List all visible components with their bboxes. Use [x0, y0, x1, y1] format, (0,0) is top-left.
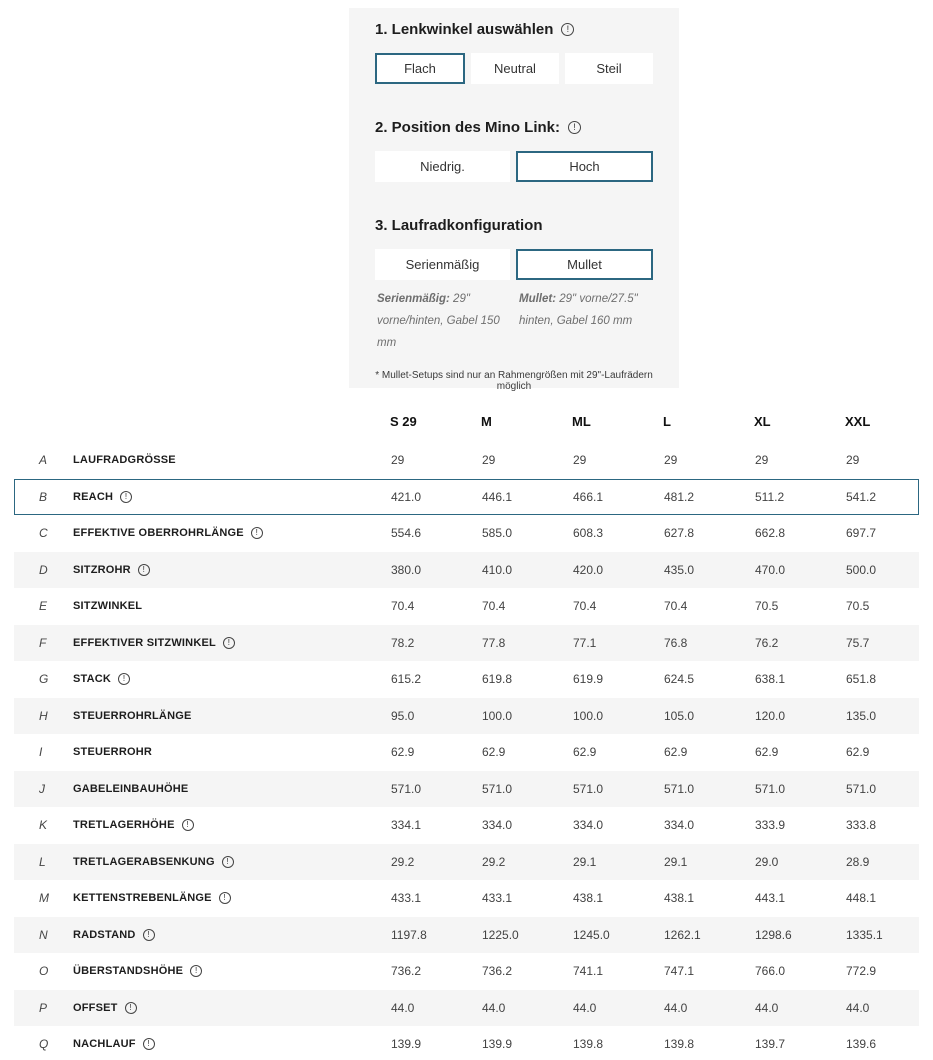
row-label-cell — [73, 965, 391, 977]
button-group — [375, 53, 653, 84]
value-cell: 28.9 — [846, 854, 870, 869]
column-header: S 29 — [390, 413, 417, 429]
description-lead: Mullet: — [519, 293, 557, 305]
row-letter: L — [39, 854, 46, 869]
geometry-table — [0, 400, 933, 1060]
value-cell: 410.0 — [482, 562, 513, 577]
row-label: ÜBERSTANDSHÖHE — [73, 965, 184, 978]
value-cell: 420.0 — [573, 562, 604, 577]
value-cell: 95.0 — [391, 708, 415, 723]
row-label: NACHLAUF — [73, 1038, 136, 1051]
config-section — [375, 216, 653, 354]
value-cell: 75.7 — [846, 635, 870, 650]
section-title-text: 2. Position des Mino Link: — [375, 118, 561, 136]
row-label: OFFSET — [73, 1001, 118, 1014]
value-cell: 333.8 — [846, 818, 877, 833]
row-letter: D — [39, 562, 48, 577]
value-cell: 100.0 — [573, 708, 604, 723]
row-letter: P — [39, 1000, 48, 1015]
info-icon[interactable]: ! — [561, 23, 574, 36]
column-header: XXL — [845, 413, 871, 429]
value-cell: 481.2 — [664, 489, 695, 504]
option-button[interactable]: Niedrig. — [375, 151, 510, 182]
value-cell: 29 — [664, 453, 678, 468]
table-row[interactable] — [14, 1026, 919, 1060]
value-cell: 571.0 — [573, 781, 604, 796]
column-header: ML — [572, 413, 591, 429]
value-cell: 571.0 — [391, 781, 422, 796]
value-cell: 70.4 — [482, 599, 506, 614]
option-description: Serienmäßig: 29" vorne/hinten, Gabel 150 mm — [377, 293, 500, 349]
row-letter: M — [39, 891, 49, 906]
value-cell: 70.4 — [664, 599, 688, 614]
config-panel — [349, 8, 679, 392]
value-cell: 29 — [573, 453, 587, 468]
value-cell: 1298.6 — [755, 927, 792, 942]
table-row[interactable] — [14, 917, 919, 954]
value-cell: 29.1 — [664, 854, 688, 869]
value-cell: 29 — [482, 453, 496, 468]
value-cell: 76.8 — [664, 635, 688, 650]
value-cell: 334.0 — [664, 818, 695, 833]
value-cell: 443.1 — [755, 891, 786, 906]
row-label-cell — [73, 1038, 391, 1050]
table-row[interactable] — [14, 807, 919, 844]
value-cell: 624.5 — [664, 672, 695, 687]
table-row[interactable] — [14, 844, 919, 881]
row-label-cell — [73, 819, 391, 831]
value-cell: 76.2 — [755, 635, 779, 650]
row-label-cell — [73, 746, 391, 758]
info-icon[interactable]: ! — [125, 1002, 137, 1014]
row-label-cell — [73, 527, 391, 539]
value-cell: 29 — [846, 453, 860, 468]
row-label: SITZROHR — [73, 563, 131, 576]
info-icon[interactable]: ! — [118, 673, 130, 685]
value-cell: 139.7 — [755, 1037, 786, 1052]
value-cell: 638.1 — [755, 672, 786, 687]
value-cell: 1245.0 — [573, 927, 610, 942]
row-label: STEUERROHRLÄNGE — [73, 709, 192, 722]
row-label: REACH — [73, 490, 114, 503]
value-cell: 662.8 — [755, 526, 786, 541]
row-label-cell — [73, 600, 391, 612]
value-cell: 135.0 — [846, 708, 877, 723]
table-row[interactable] — [14, 442, 919, 479]
value-cell: 433.1 — [391, 891, 422, 906]
table-row[interactable] — [14, 479, 919, 516]
button-group — [375, 151, 653, 182]
value-cell: 1225.0 — [482, 927, 519, 942]
geometry-table-inner — [14, 400, 919, 1060]
table-row[interactable] — [14, 953, 919, 990]
table-row[interactable] — [14, 734, 919, 771]
table-row[interactable] — [14, 771, 919, 808]
value-cell: 62.9 — [664, 745, 688, 760]
value-cell: 380.0 — [391, 562, 422, 577]
option-button[interactable]: Serienmäßig — [375, 249, 510, 280]
value-cell: 766.0 — [755, 964, 786, 979]
value-cell: 100.0 — [482, 708, 513, 723]
option-button[interactable]: Mullet — [516, 249, 653, 280]
value-cell: 736.2 — [391, 964, 422, 979]
row-letter: Q — [39, 1037, 49, 1052]
value-cell: 619.8 — [482, 672, 513, 687]
value-cell: 1197.8 — [391, 927, 427, 942]
row-label-cell — [73, 892, 391, 904]
value-cell: 470.0 — [755, 562, 786, 577]
value-cell: 334.0 — [573, 818, 604, 833]
row-label: EFFEKTIVE OBERROHRLÄNGE — [73, 527, 244, 540]
value-cell: 448.1 — [846, 891, 877, 906]
value-cell: 139.8 — [664, 1037, 695, 1052]
info-icon[interactable]: ! — [143, 1038, 155, 1050]
value-cell: 747.1 — [664, 964, 695, 979]
value-cell: 1335.1 — [846, 927, 883, 942]
value-cell: 139.6 — [846, 1037, 877, 1052]
info-icon[interactable]: ! — [223, 637, 235, 649]
value-cell: 651.8 — [846, 672, 877, 687]
column-header: M — [481, 413, 492, 429]
description-lead: Serienmäßig: — [377, 293, 450, 305]
value-cell: 333.9 — [755, 818, 786, 833]
value-cell: 511.2 — [755, 489, 785, 504]
row-letter: F — [39, 635, 47, 650]
value-cell: 70.4 — [391, 599, 415, 614]
value-cell: 29.1 — [573, 854, 597, 869]
value-cell: 554.6 — [391, 526, 422, 541]
value-cell: 44.0 — [664, 1000, 688, 1015]
mullet-footnote: * Mullet-Setups sind nur an Rahmengrößen mit 29"-Laufrädern möglich — [375, 370, 653, 392]
value-cell: 433.1 — [482, 891, 513, 906]
value-cell: 438.1 — [664, 891, 695, 906]
row-label-cell — [73, 673, 391, 685]
config-section — [375, 118, 653, 182]
value-cell: 435.0 — [664, 562, 695, 577]
table-body — [14, 442, 919, 1060]
value-cell: 139.9 — [482, 1037, 513, 1052]
row-label: KETTENSTREBENLÄNGE — [73, 892, 212, 905]
info-icon[interactable]: ! — [143, 929, 155, 941]
table-row[interactable] — [14, 515, 919, 552]
value-cell: 105.0 — [664, 708, 695, 723]
row-label-cell — [73, 856, 391, 868]
value-cell: 139.9 — [391, 1037, 422, 1052]
value-cell: 29.2 — [482, 854, 506, 869]
value-cell: 77.8 — [482, 635, 506, 650]
value-cell: 44.0 — [573, 1000, 597, 1015]
row-label: EFFEKTIVER SITZWINKEL — [73, 636, 216, 649]
section-title-text: 1. Lenkwinkel auswählen — [375, 20, 554, 38]
row-letter: G — [39, 672, 49, 687]
row-label-cell — [73, 929, 391, 941]
row-letter: H — [39, 708, 48, 723]
section-title — [375, 216, 653, 234]
table-row[interactable] — [14, 552, 919, 589]
value-cell: 619.9 — [573, 672, 604, 687]
info-icon[interactable]: ! — [219, 892, 231, 904]
value-cell: 421.0 — [391, 489, 422, 504]
value-cell: 772.9 — [846, 964, 877, 979]
row-label-cell — [73, 1002, 391, 1014]
value-cell: 438.1 — [573, 891, 604, 906]
info-icon[interactable]: ! — [222, 856, 234, 868]
section-title — [375, 20, 653, 38]
option-button[interactable]: Steil — [565, 53, 653, 84]
value-cell: 736.2 — [482, 964, 513, 979]
value-cell: 541.2 — [846, 489, 877, 504]
value-cell: 29.2 — [391, 854, 415, 869]
value-cell: 44.0 — [755, 1000, 779, 1015]
value-cell: 741.1 — [573, 964, 604, 979]
row-label-cell — [73, 454, 391, 466]
value-cell: 697.7 — [846, 526, 877, 541]
table-row[interactable] — [14, 588, 919, 625]
info-icon[interactable]: ! — [251, 527, 263, 539]
row-letter: N — [39, 927, 48, 942]
value-cell: 500.0 — [846, 562, 877, 577]
table-row[interactable] — [14, 990, 919, 1027]
value-cell: 571.0 — [846, 781, 877, 796]
column-header: L — [663, 413, 671, 429]
row-letter: E — [39, 599, 48, 614]
value-cell: 334.0 — [482, 818, 513, 833]
value-cell: 77.1 — [573, 635, 597, 650]
value-cell: 29.0 — [755, 854, 779, 869]
value-cell: 615.2 — [391, 672, 422, 687]
info-icon[interactable]: ! — [138, 564, 150, 576]
row-letter: B — [39, 489, 48, 504]
table-row[interactable] — [14, 625, 919, 662]
button-group — [375, 249, 653, 280]
value-cell: 62.9 — [573, 745, 597, 760]
row-label: STACK — [73, 673, 112, 686]
section-title-text: 3. Laufradkonfiguration — [375, 216, 543, 234]
row-label: STEUERROHR — [73, 746, 153, 759]
value-cell: 571.0 — [664, 781, 695, 796]
value-cell: 70.5 — [846, 599, 870, 614]
option-button[interactable]: Hoch — [516, 151, 653, 182]
value-cell: 62.9 — [391, 745, 415, 760]
value-cell: 608.3 — [573, 526, 604, 541]
value-cell: 29 — [755, 453, 769, 468]
row-letter: I — [39, 745, 43, 760]
table-header — [14, 400, 919, 442]
option-descriptions — [375, 288, 653, 354]
table-row[interactable] — [14, 698, 919, 735]
table-row[interactable] — [14, 661, 919, 698]
value-cell: 62.9 — [482, 745, 506, 760]
config-section — [375, 20, 653, 84]
info-icon[interactable]: ! — [120, 491, 132, 503]
info-icon[interactable]: ! — [190, 965, 202, 977]
value-cell: 44.0 — [391, 1000, 415, 1015]
row-label: SITZWINKEL — [73, 600, 143, 613]
row-letter: J — [39, 781, 45, 796]
value-cell: 78.2 — [391, 635, 415, 650]
row-label: GABELEINBAUHÖHE — [73, 782, 189, 795]
value-cell: 62.9 — [846, 745, 870, 760]
value-cell: 334.1 — [391, 818, 422, 833]
option-button[interactable]: Neutral — [471, 53, 559, 84]
value-cell: 44.0 — [846, 1000, 870, 1015]
value-cell: 120.0 — [755, 708, 786, 723]
info-icon[interactable]: ! — [568, 121, 581, 134]
value-cell: 466.1 — [573, 489, 604, 504]
value-cell: 627.8 — [664, 526, 695, 541]
row-label: RADSTAND — [73, 928, 136, 941]
value-cell: 70.4 — [573, 599, 597, 614]
value-cell: 585.0 — [482, 526, 513, 541]
value-cell: 1262.1 — [664, 927, 701, 942]
row-label-cell — [73, 710, 391, 722]
config-sections — [375, 20, 653, 354]
option-button[interactable]: Flach — [375, 53, 465, 84]
row-label-cell — [73, 564, 391, 576]
row-letter: O — [39, 964, 49, 979]
row-label: TRETLAGERABSENKUNG — [73, 855, 215, 868]
value-cell: 446.1 — [482, 489, 513, 504]
info-icon[interactable]: ! — [182, 819, 194, 831]
value-cell: 139.8 — [573, 1037, 604, 1052]
row-label: TRETLAGERHÖHE — [73, 819, 175, 832]
row-letter: C — [39, 526, 48, 541]
row-letter: A — [39, 453, 48, 468]
value-cell: 571.0 — [482, 781, 513, 796]
value-cell: 44.0 — [482, 1000, 506, 1015]
table-row[interactable] — [14, 880, 919, 917]
value-cell: 29 — [391, 453, 405, 468]
row-label-cell — [73, 491, 391, 503]
value-cell: 571.0 — [755, 781, 786, 796]
section-title — [375, 118, 653, 136]
row-label-cell — [73, 637, 391, 649]
row-letter: K — [39, 818, 48, 833]
value-cell: 70.5 — [755, 599, 779, 614]
option-description: Mullet: 29" vorne/27.5" hinten, Gabel 160 mm — [519, 293, 638, 327]
row-label-cell — [73, 783, 391, 795]
column-header: XL — [754, 413, 771, 429]
row-label: LAUFRADGRÖSSE — [73, 454, 176, 467]
value-cell: 62.9 — [755, 745, 779, 760]
